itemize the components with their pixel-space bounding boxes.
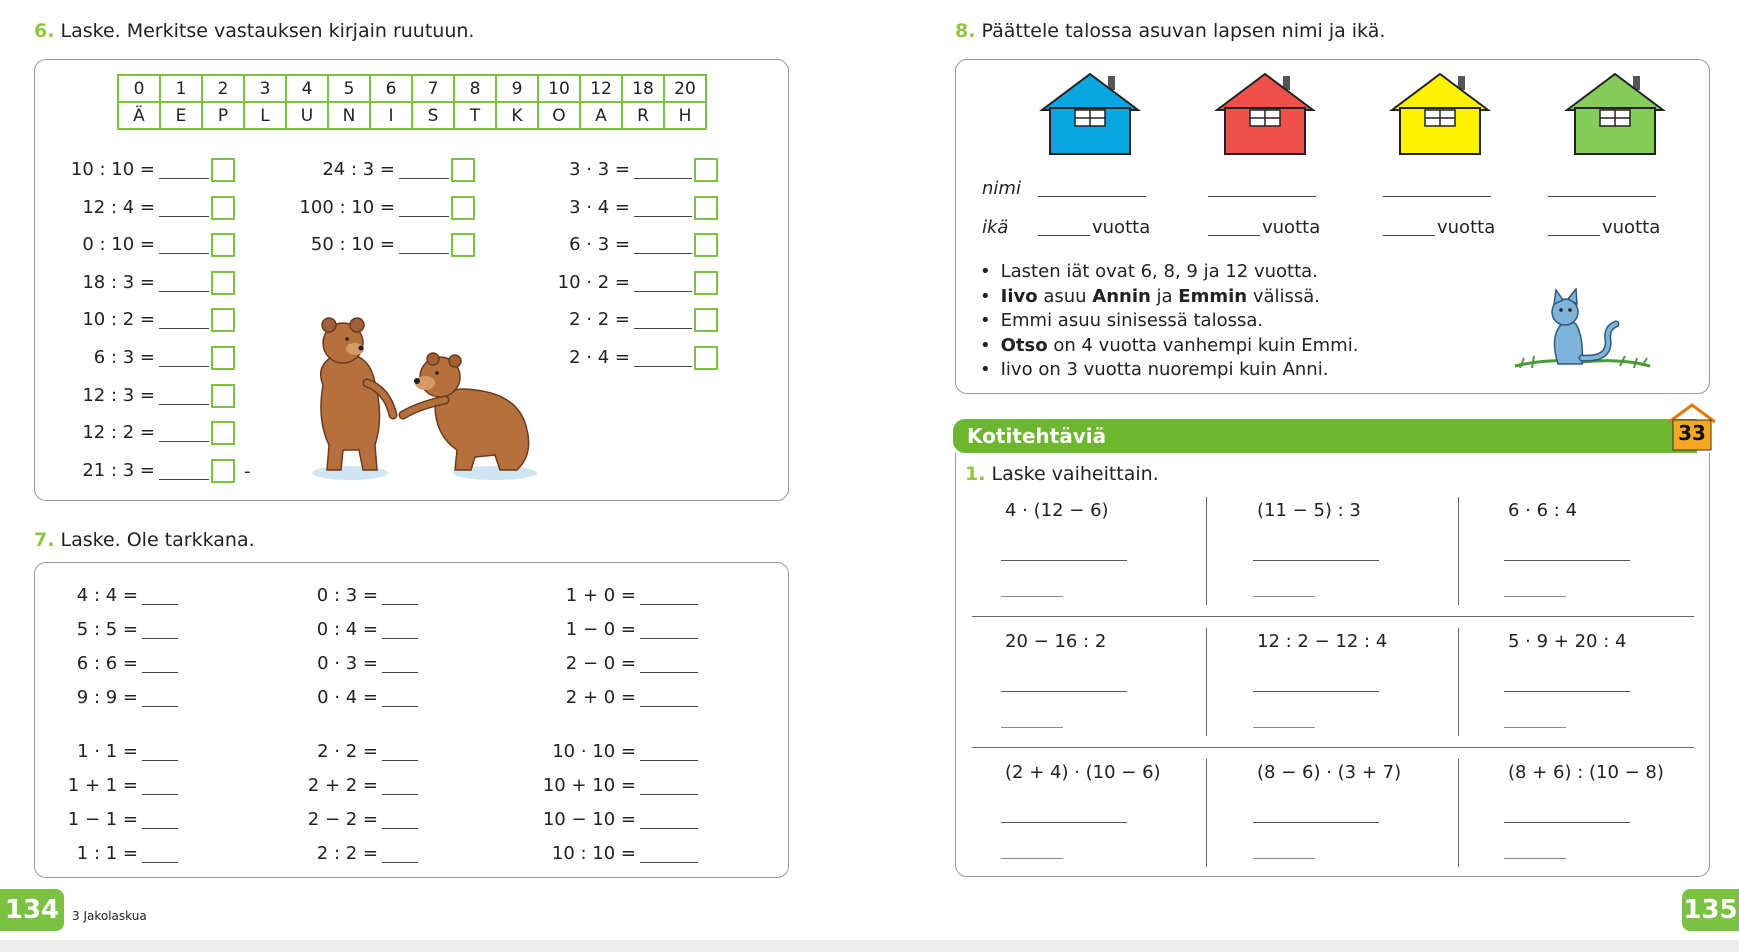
- bullet: •: [980, 261, 991, 282]
- answer-line[interactable]: [159, 427, 209, 442]
- step-answer-line[interactable]: [1253, 691, 1379, 692]
- answer-line[interactable]: [634, 277, 692, 292]
- step-answer-line[interactable]: [1001, 822, 1127, 823]
- age-answer: [1038, 217, 1150, 238]
- equation-row: [290, 233, 475, 257]
- equation-expression: 9 : 9 =: [76, 687, 138, 708]
- exercise-7-box: [34, 562, 789, 878]
- homework-expression: (2 + 4) · (10 − 6): [1005, 762, 1161, 783]
- code-number-cell: 0: [118, 75, 160, 102]
- age-answer: [1383, 217, 1495, 238]
- bullet: •: [980, 285, 991, 307]
- answer-line[interactable]: [142, 692, 178, 707]
- exercise-number: 8.: [955, 20, 976, 42]
- step-answer-line[interactable]: [1253, 560, 1379, 561]
- equation-expression: 12 : 2 =: [82, 422, 155, 444]
- letter-answer-box[interactable]: [211, 158, 235, 182]
- code-letter-cell: K: [496, 102, 538, 129]
- exercise-instruction: Päättele talossa asuvan lapsen nimi ja ikä.: [981, 20, 1386, 42]
- exercise-instruction: Laske. Merkitse vastauksen kirjain ruutuun.: [60, 20, 475, 42]
- equation-expression: 12 : 3 =: [82, 384, 155, 406]
- name-blank[interactable]: [1383, 182, 1491, 197]
- clue-item: [980, 309, 1358, 334]
- name-label: nimi: [982, 178, 1021, 199]
- house-4: [1563, 70, 1667, 156]
- equation-expression: 0 · 4 =: [317, 687, 378, 708]
- clue-text: välissä.: [1247, 285, 1321, 307]
- homework-page-badge: 33: [1678, 421, 1706, 445]
- final-answer-line[interactable]: [1504, 727, 1566, 728]
- answer-line[interactable]: [399, 164, 449, 179]
- equation-expression: 12 : 4 =: [82, 196, 155, 218]
- equation-row: [50, 384, 235, 408]
- column-divider: [1458, 759, 1459, 867]
- clue-name: Otso: [1000, 334, 1048, 356]
- clue-name: Emmin: [1178, 285, 1248, 307]
- column-divider: [1458, 628, 1459, 736]
- equation-expression: 10 : 10 =: [70, 159, 155, 180]
- code-letter-cell: H: [664, 102, 706, 129]
- equation-row: [290, 619, 418, 640]
- homework-expression: 5 · 9 + 20 : 4: [1508, 631, 1627, 652]
- code-number-cell: 20: [664, 75, 706, 102]
- answer-line[interactable]: [399, 239, 449, 254]
- equation-row: [50, 346, 235, 370]
- house-3: [1388, 70, 1492, 156]
- age-label: ikä: [982, 217, 1009, 238]
- final-answer-line[interactable]: [1504, 858, 1566, 859]
- code-number-cell: 9: [496, 75, 538, 102]
- house-1: [1038, 70, 1142, 156]
- final-answer-line[interactable]: [1253, 858, 1315, 859]
- answer-line[interactable]: [142, 746, 178, 761]
- code-letter-cell: O: [538, 102, 580, 129]
- equation-expression: 10 · 2 =: [557, 271, 630, 293]
- homework-expression: 6 · 6 : 4: [1508, 500, 1578, 521]
- equation-row: [50, 271, 235, 295]
- final-answer-line[interactable]: [1253, 596, 1315, 597]
- equation-expression: 2 − 2 =: [307, 809, 378, 830]
- code-letter-row: [118, 102, 706, 129]
- answer-line[interactable]: [159, 239, 209, 254]
- clue-name: Annin: [1092, 285, 1151, 307]
- equation-row: [530, 619, 698, 640]
- equation-row: [290, 196, 475, 220]
- code-letter-cell: R: [622, 102, 664, 129]
- equation-expression: 2 : 2 =: [316, 843, 378, 864]
- answer-line[interactable]: [640, 746, 698, 761]
- age-answer: [1208, 217, 1320, 238]
- equation-row: [50, 775, 178, 796]
- name-blank[interactable]: [1038, 182, 1146, 197]
- age-unit: vuotta: [1437, 217, 1496, 238]
- clue-text: ja: [1150, 285, 1179, 307]
- step-answer-line[interactable]: [1504, 560, 1630, 561]
- clue-text: asuu: [1037, 285, 1093, 307]
- equation-expression: 5 : 5 =: [76, 619, 138, 640]
- age-unit: vuotta: [1092, 217, 1151, 238]
- answer-line[interactable]: [159, 390, 209, 405]
- equation-expression: 0 : 10 =: [82, 234, 155, 256]
- final-answer-line[interactable]: [1504, 596, 1566, 597]
- code-letter-cell: S: [412, 102, 454, 129]
- answer-line[interactable]: [634, 352, 692, 367]
- letter-answer-box[interactable]: [694, 196, 718, 220]
- final-answer-line[interactable]: [1253, 727, 1315, 728]
- answer-line[interactable]: [142, 814, 178, 829]
- exercise-instruction: Laske. Ole tarkkana.: [60, 529, 255, 551]
- step-answer-line[interactable]: [1001, 691, 1127, 692]
- equation-expression: 6 : 6 =: [76, 653, 138, 674]
- equation-row: [50, 459, 235, 483]
- answer-line[interactable]: [640, 848, 698, 863]
- equation-row: [530, 843, 698, 864]
- letter-answer-box[interactable]: [694, 271, 718, 295]
- equation-row: [520, 233, 718, 257]
- row-divider: [972, 747, 1694, 748]
- answer-line[interactable]: [382, 624, 418, 639]
- column-divider: [1206, 497, 1207, 605]
- equation-row: [50, 421, 235, 445]
- equation-row: [520, 271, 718, 295]
- equation-expression: 0 : 4 =: [316, 619, 378, 640]
- homework-expression: (8 + 6) : (10 − 8): [1508, 762, 1664, 783]
- exercise-6-heading: [34, 20, 474, 42]
- letter-answer-box[interactable]: [211, 459, 235, 483]
- equation-row: [530, 653, 698, 674]
- equation-expression: 6 : 3 =: [93, 347, 155, 368]
- equation-row: [530, 809, 698, 830]
- bottom-strip: [0, 940, 1739, 952]
- equation-row: [50, 308, 235, 332]
- equation-expression: 6 · 3 =: [569, 234, 630, 256]
- equation-row: [50, 619, 178, 640]
- equation-row: [290, 809, 418, 830]
- equation-row: [50, 741, 178, 762]
- answer-line[interactable]: [382, 658, 418, 673]
- equation-expression: 1 : 1 =: [76, 843, 138, 864]
- clue-list: [980, 260, 1358, 383]
- step-answer-line[interactable]: [1253, 822, 1379, 823]
- code-letter-cell: Ä: [118, 102, 160, 129]
- answer-line[interactable]: [382, 780, 418, 795]
- letter-answer-box[interactable]: [451, 158, 475, 182]
- equation-expression: 0 · 3 =: [317, 653, 378, 674]
- answer-line[interactable]: [159, 202, 209, 217]
- equation-expression: 2 + 2 =: [307, 775, 378, 796]
- answer-line[interactable]: [640, 590, 698, 605]
- equation-expression: 0 : 3 =: [316, 585, 378, 606]
- column-divider: [1458, 497, 1459, 605]
- homework-expression: 20 − 16 : 2: [1005, 631, 1107, 652]
- answer-line[interactable]: [159, 314, 209, 329]
- chapter-title: 3 Jakolaskua: [72, 909, 147, 923]
- homework-header-bar: [953, 419, 1697, 453]
- equation-row: [530, 741, 698, 762]
- age-answer: [1548, 217, 1660, 238]
- clue-item: [980, 358, 1358, 383]
- right-page-number: 135: [1682, 889, 1739, 931]
- equation-expression: 10 · 10 =: [552, 741, 636, 762]
- equation-row: [530, 687, 698, 708]
- equation-expression: 50 : 10 =: [310, 234, 395, 256]
- equation-expression: 100 : 10 =: [299, 196, 395, 218]
- letter-answer-box[interactable]: [694, 158, 718, 182]
- answer-line[interactable]: [634, 202, 692, 217]
- equation-row: [50, 687, 178, 708]
- step-answer-line[interactable]: [1001, 560, 1127, 561]
- age-unit: vuotta: [1602, 217, 1661, 238]
- code-number-cell: 6: [370, 75, 412, 102]
- bullet: •: [980, 334, 991, 356]
- equation-row: [50, 233, 235, 257]
- bears-illustration: [295, 305, 585, 485]
- final-answer-line[interactable]: [1001, 596, 1063, 597]
- equation-row: [290, 158, 475, 182]
- equation-expression: 2 · 2 =: [317, 741, 378, 762]
- answer-line[interactable]: [142, 624, 178, 639]
- code-number-cell: 2: [202, 75, 244, 102]
- answer-line[interactable]: [159, 164, 209, 179]
- answer-line[interactable]: [634, 239, 692, 254]
- equation-expression: 18 : 3 =: [82, 271, 155, 293]
- code-letter-cell: A: [580, 102, 622, 129]
- equation-expression: 1 + 0 =: [565, 585, 636, 606]
- equation-expression: 2 · 4 =: [569, 347, 630, 368]
- answer-line[interactable]: [634, 164, 692, 179]
- homework-expression: 4 · (12 − 6): [1005, 500, 1109, 521]
- code-table: [117, 74, 707, 130]
- equation-row: [290, 775, 418, 796]
- equation-expression: 1 − 1 =: [67, 809, 138, 830]
- code-number-cell: 7: [412, 75, 454, 102]
- clue-name: Iivo: [1000, 285, 1038, 307]
- code-letter-cell: T: [454, 102, 496, 129]
- letter-answer-box[interactable]: [451, 233, 475, 257]
- answer-line[interactable]: [382, 746, 418, 761]
- name-blank[interactable]: [1548, 182, 1656, 197]
- code-number-cell: 1: [160, 75, 202, 102]
- task-number: 1.: [965, 463, 986, 485]
- homework-title: Kotitehtäviä: [967, 424, 1107, 448]
- equation-row: [290, 653, 418, 674]
- equation-expression: 2 + 0 =: [565, 687, 636, 708]
- equation-row: [50, 585, 178, 606]
- equation-row: [50, 158, 235, 182]
- equation-expression: 3 · 3 =: [569, 159, 630, 180]
- answer-line[interactable]: [640, 658, 698, 673]
- code-letter-cell: N: [328, 102, 370, 129]
- clue-text: on 4 vuotta vanhempi kuin Emmi.: [1047, 334, 1359, 356]
- code-letter-cell: P: [202, 102, 244, 129]
- clue-text: Iivo on 3 vuotta nuorempi kuin Anni.: [1000, 359, 1329, 380]
- answer-line[interactable]: [640, 780, 698, 795]
- letter-answer-box[interactable]: [211, 346, 235, 370]
- letter-answer-box[interactable]: [211, 271, 235, 295]
- equation-expression: 1 − 0 =: [565, 619, 636, 640]
- answer-line[interactable]: [399, 202, 449, 217]
- code-number-cell: 5: [328, 75, 370, 102]
- exercise-7-heading: [34, 529, 255, 551]
- code-number-cell: 12: [580, 75, 622, 102]
- task-instruction: Laske vaiheittain.: [991, 463, 1159, 485]
- clue-text: Emmi asuu sinisessä talossa.: [1000, 310, 1264, 331]
- bullet: •: [980, 310, 991, 331]
- answer-line[interactable]: [382, 590, 418, 605]
- letter-answer-box[interactable]: [694, 233, 718, 257]
- answer-line[interactable]: [142, 590, 178, 605]
- code-letter-cell: U: [286, 102, 328, 129]
- exercise-number: 7.: [34, 529, 55, 551]
- equation-row: [50, 809, 178, 830]
- code-number-cell: 10: [538, 75, 580, 102]
- letter-answer-box[interactable]: [694, 346, 718, 370]
- equation-row: [50, 653, 178, 674]
- homework-expression: (8 − 6) · (3 + 7): [1257, 762, 1402, 783]
- answer-line[interactable]: [159, 277, 209, 292]
- final-answer-line[interactable]: [1001, 727, 1063, 728]
- answer-line[interactable]: [142, 658, 178, 673]
- answer-line[interactable]: [634, 314, 692, 329]
- equation-row: [520, 196, 718, 220]
- step-answer-line[interactable]: [1504, 822, 1630, 823]
- answer-line[interactable]: [142, 848, 178, 863]
- homework-task-heading: [965, 463, 1159, 485]
- equation-expression: 2 − 0 =: [565, 653, 636, 674]
- age-unit: vuotta: [1262, 217, 1321, 238]
- letter-answer-box[interactable]: [211, 196, 235, 220]
- letter-answer-box[interactable]: [211, 421, 235, 445]
- equation-expression: 1 · 1 =: [77, 741, 138, 762]
- answer-line[interactable]: [640, 624, 698, 639]
- equation-row: [530, 775, 698, 796]
- equation-expression: 21 : 3 =: [82, 459, 155, 481]
- equation-row: [50, 196, 235, 220]
- equation-expression: 10 : 2 =: [82, 309, 155, 331]
- equation-expression: 2 · 2 =: [569, 309, 630, 331]
- equation-row: [520, 158, 718, 182]
- equation-row: [50, 843, 178, 864]
- equation-expression: 10 − 10 =: [542, 809, 636, 830]
- column-divider: [1206, 759, 1207, 867]
- equation-expression: 1 + 1 =: [67, 775, 138, 796]
- code-number-cell: 8: [454, 75, 496, 102]
- answer-line[interactable]: [382, 848, 418, 863]
- age-blank[interactable]: [1208, 221, 1260, 236]
- equation-row: [290, 843, 418, 864]
- code-number-cell: 4: [286, 75, 328, 102]
- equation-row: [290, 687, 418, 708]
- clue-item: [980, 285, 1358, 310]
- cat-illustration: [1510, 288, 1655, 374]
- code-letter-cell: I: [370, 102, 412, 129]
- clue-text: Lasten iät ovat 6, 8, 9 ja 12 vuotta.: [1000, 261, 1318, 282]
- answer-line[interactable]: [142, 780, 178, 795]
- column-divider: [1206, 628, 1207, 736]
- exercise-8-heading: [955, 20, 1385, 42]
- age-blank[interactable]: [1038, 221, 1090, 236]
- homework-expression: 12 : 2 − 12 : 4: [1257, 631, 1388, 652]
- letter-answer-box[interactable]: [211, 308, 235, 332]
- house-2: [1213, 70, 1317, 156]
- row-divider: [972, 616, 1694, 617]
- answer-line[interactable]: [159, 465, 209, 480]
- equation-row: [290, 585, 418, 606]
- final-answer-line[interactable]: [1001, 858, 1063, 859]
- code-number-cell: 3: [244, 75, 286, 102]
- clue-item: [980, 334, 1358, 359]
- equation-row: [530, 585, 698, 606]
- answer-line[interactable]: [640, 814, 698, 829]
- age-blank[interactable]: [1383, 221, 1435, 236]
- letter-answer-box[interactable]: [451, 196, 475, 220]
- age-blank[interactable]: [1548, 221, 1600, 236]
- exercise-number: 6.: [34, 20, 55, 42]
- letter-answer-box[interactable]: [211, 233, 235, 257]
- answer-line[interactable]: [382, 814, 418, 829]
- code-letter-cell: E: [160, 102, 202, 129]
- equation-expression: 24 : 3 =: [322, 159, 395, 180]
- equation-expression: 4 : 4 =: [76, 585, 138, 606]
- step-answer-line[interactable]: [1504, 691, 1630, 692]
- code-letter-cell: L: [244, 102, 286, 129]
- clue-item: [980, 260, 1358, 285]
- letter-answer-box[interactable]: [694, 308, 718, 332]
- equation-expression: 10 : 10 =: [551, 843, 636, 864]
- homework-expression: (11 − 5) : 3: [1257, 500, 1361, 521]
- trailing-mark: -: [244, 461, 251, 482]
- answer-line[interactable]: [382, 692, 418, 707]
- left-page-number: 134: [0, 889, 64, 931]
- letter-answer-box[interactable]: [211, 384, 235, 408]
- name-blank[interactable]: [1208, 182, 1316, 197]
- answer-line[interactable]: [640, 692, 698, 707]
- answer-line[interactable]: [159, 352, 209, 367]
- code-number-cell: 18: [622, 75, 664, 102]
- code-number-row: [118, 75, 706, 102]
- equation-row: [290, 741, 418, 762]
- bullet: •: [980, 359, 991, 380]
- equation-expression: 10 + 10 =: [542, 775, 636, 796]
- equation-expression: 3 · 4 =: [569, 196, 630, 218]
